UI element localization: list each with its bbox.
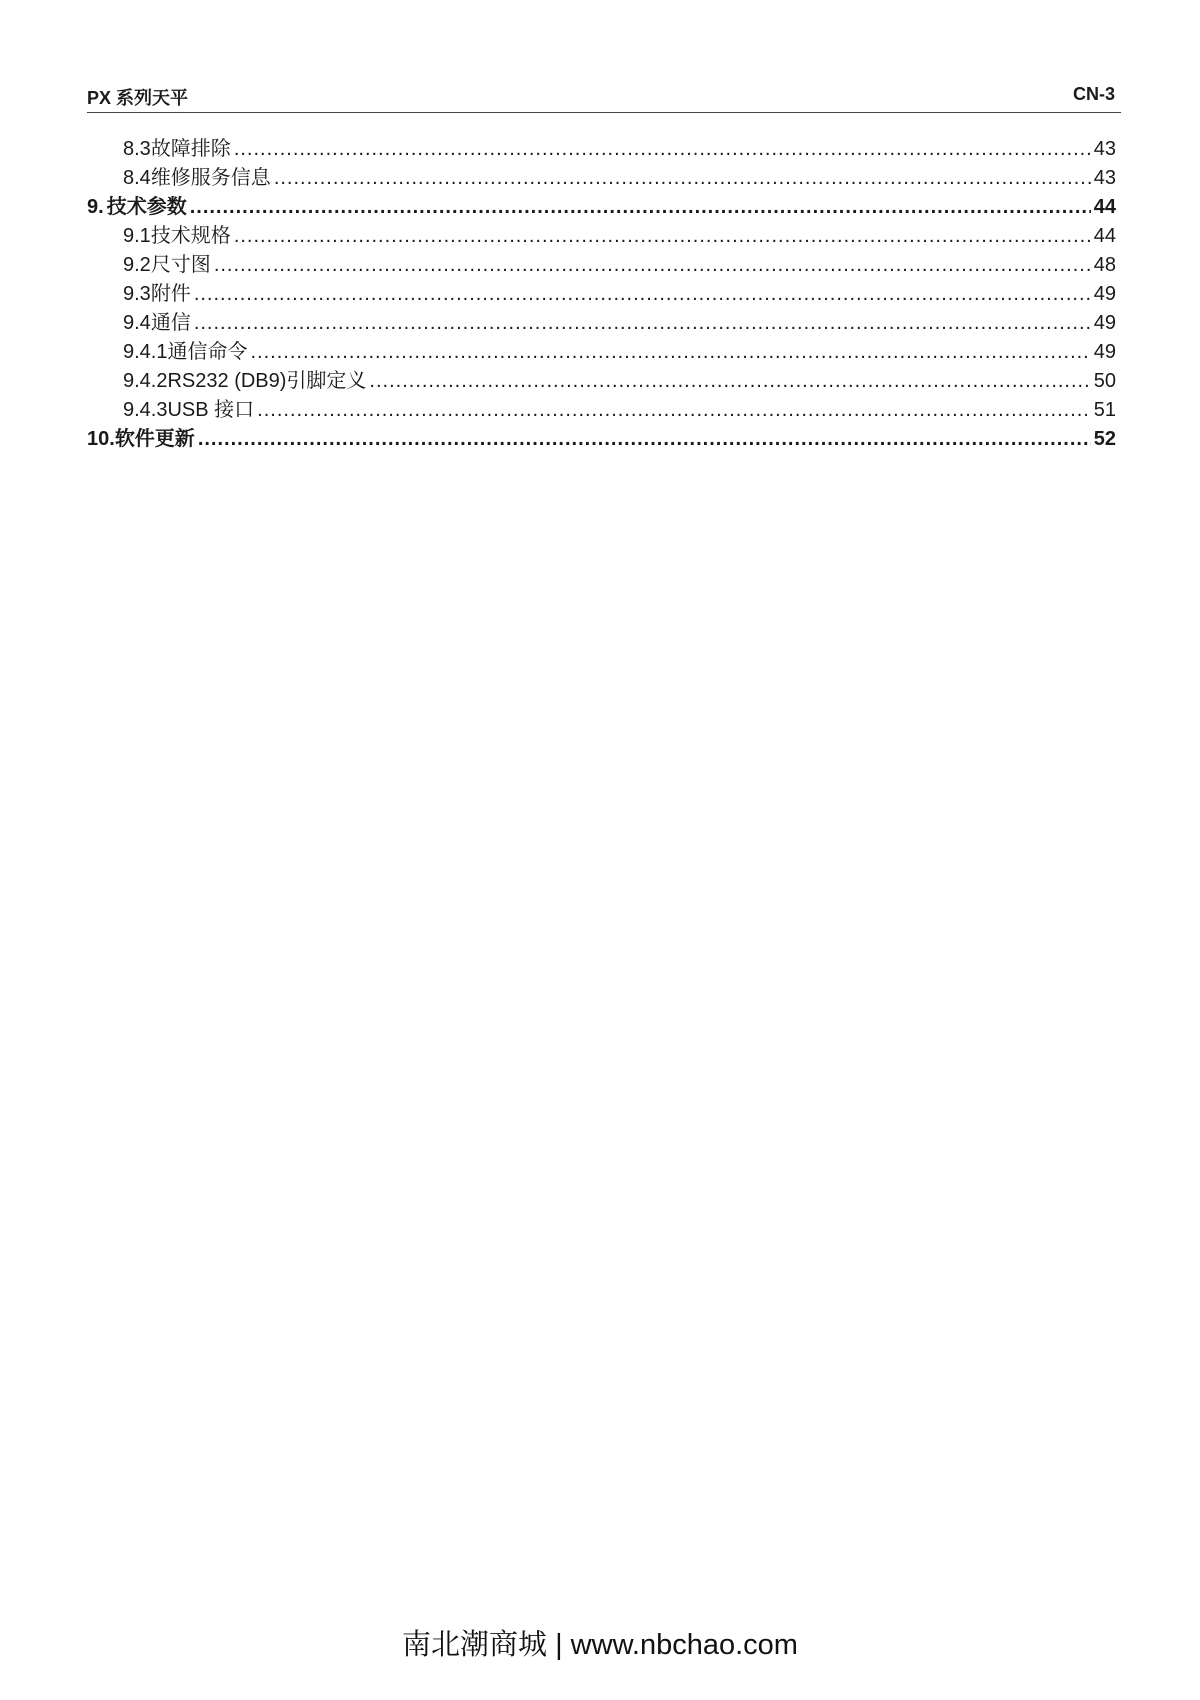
toc-dot-leader [190, 193, 1091, 222]
toc-entry-number: 9. [87, 196, 104, 218]
toc-entry-page: 49 [1093, 312, 1116, 334]
toc-entry-page: 49 [1093, 341, 1116, 363]
toc-entry-page: 51 [1093, 399, 1116, 421]
toc-entry-page: 43 [1093, 167, 1116, 189]
toc-entry[interactable] [87, 309, 1116, 338]
toc-entry-number: 9.4 [123, 312, 151, 334]
toc-entry[interactable] [87, 222, 1116, 251]
toc-entry-number: 10. [87, 428, 115, 450]
toc-entry-number: 9.3 [123, 283, 151, 305]
toc-entry-title: RS232 (DB9)引脚定义 [167, 370, 367, 392]
toc-entry-page: 44 [1093, 196, 1116, 218]
toc-dot-leader [194, 280, 1091, 309]
toc-entry-title: 技术参数 [106, 196, 187, 218]
toc-entry-title: 尺寸图 [150, 254, 211, 276]
toc-entry-page: 48 [1093, 254, 1116, 276]
footer-watermark: 南北潮商城 | www.nbchao.com [402, 1629, 798, 1661]
toc-dot-leader [198, 425, 1091, 454]
toc-entry-title: 故障排除 [150, 138, 231, 160]
toc-entry-number: 9.4.2 [123, 370, 168, 392]
toc-dot-leader [274, 164, 1091, 193]
toc-entry-page: 49 [1093, 283, 1116, 305]
toc-dot-leader [214, 251, 1091, 280]
toc-entry-number: 9.2 [123, 254, 151, 276]
toc-entry-page: 50 [1093, 370, 1116, 392]
toc-entry-title: USB 接口 [167, 399, 255, 421]
toc-entry[interactable] [87, 396, 1116, 425]
table-of-contents [87, 135, 1116, 454]
page-number: CN-3 [1072, 84, 1115, 104]
toc-entry-number: 9.4.1 [123, 341, 168, 363]
toc-entry[interactable] [87, 164, 1116, 193]
toc-entry-title: 通信命令 [167, 341, 248, 363]
toc-entry-number: 8.4 [123, 167, 151, 189]
toc-entry-title: 通信 [150, 312, 191, 334]
toc-entry-number: 9.4.3 [123, 399, 168, 421]
toc-dot-leader [250, 338, 1090, 367]
toc-entry[interactable] [87, 135, 1116, 164]
toc-entry-number: 8.3 [123, 138, 151, 160]
toc-entry[interactable] [87, 338, 1116, 367]
toc-dot-leader [234, 135, 1091, 164]
toc-entry[interactable] [87, 280, 1116, 309]
toc-dot-leader [194, 309, 1091, 338]
toc-entry-page: 52 [1093, 428, 1116, 450]
toc-dot-leader [369, 367, 1090, 396]
toc-entry-title: 软件更新 [114, 428, 195, 450]
toc-entry-title: 维修服务信息 [150, 167, 271, 189]
toc-entry-page: 44 [1093, 225, 1116, 247]
toc-entry[interactable] [87, 367, 1116, 396]
toc-chapter-entry[interactable] [87, 193, 1116, 222]
document-title: PX 系列天平 [87, 88, 189, 108]
toc-entry-title: 附件 [150, 283, 191, 305]
toc-chapter-entry[interactable] [87, 425, 1116, 454]
toc-entry-number: 9.1 [123, 225, 151, 247]
page-header [87, 80, 1121, 113]
toc-entry-page: 43 [1093, 138, 1116, 160]
toc-dot-leader [257, 396, 1091, 425]
toc-entry[interactable] [87, 251, 1116, 280]
toc-entry-title: 技术规格 [150, 225, 231, 247]
toc-dot-leader [234, 222, 1091, 251]
